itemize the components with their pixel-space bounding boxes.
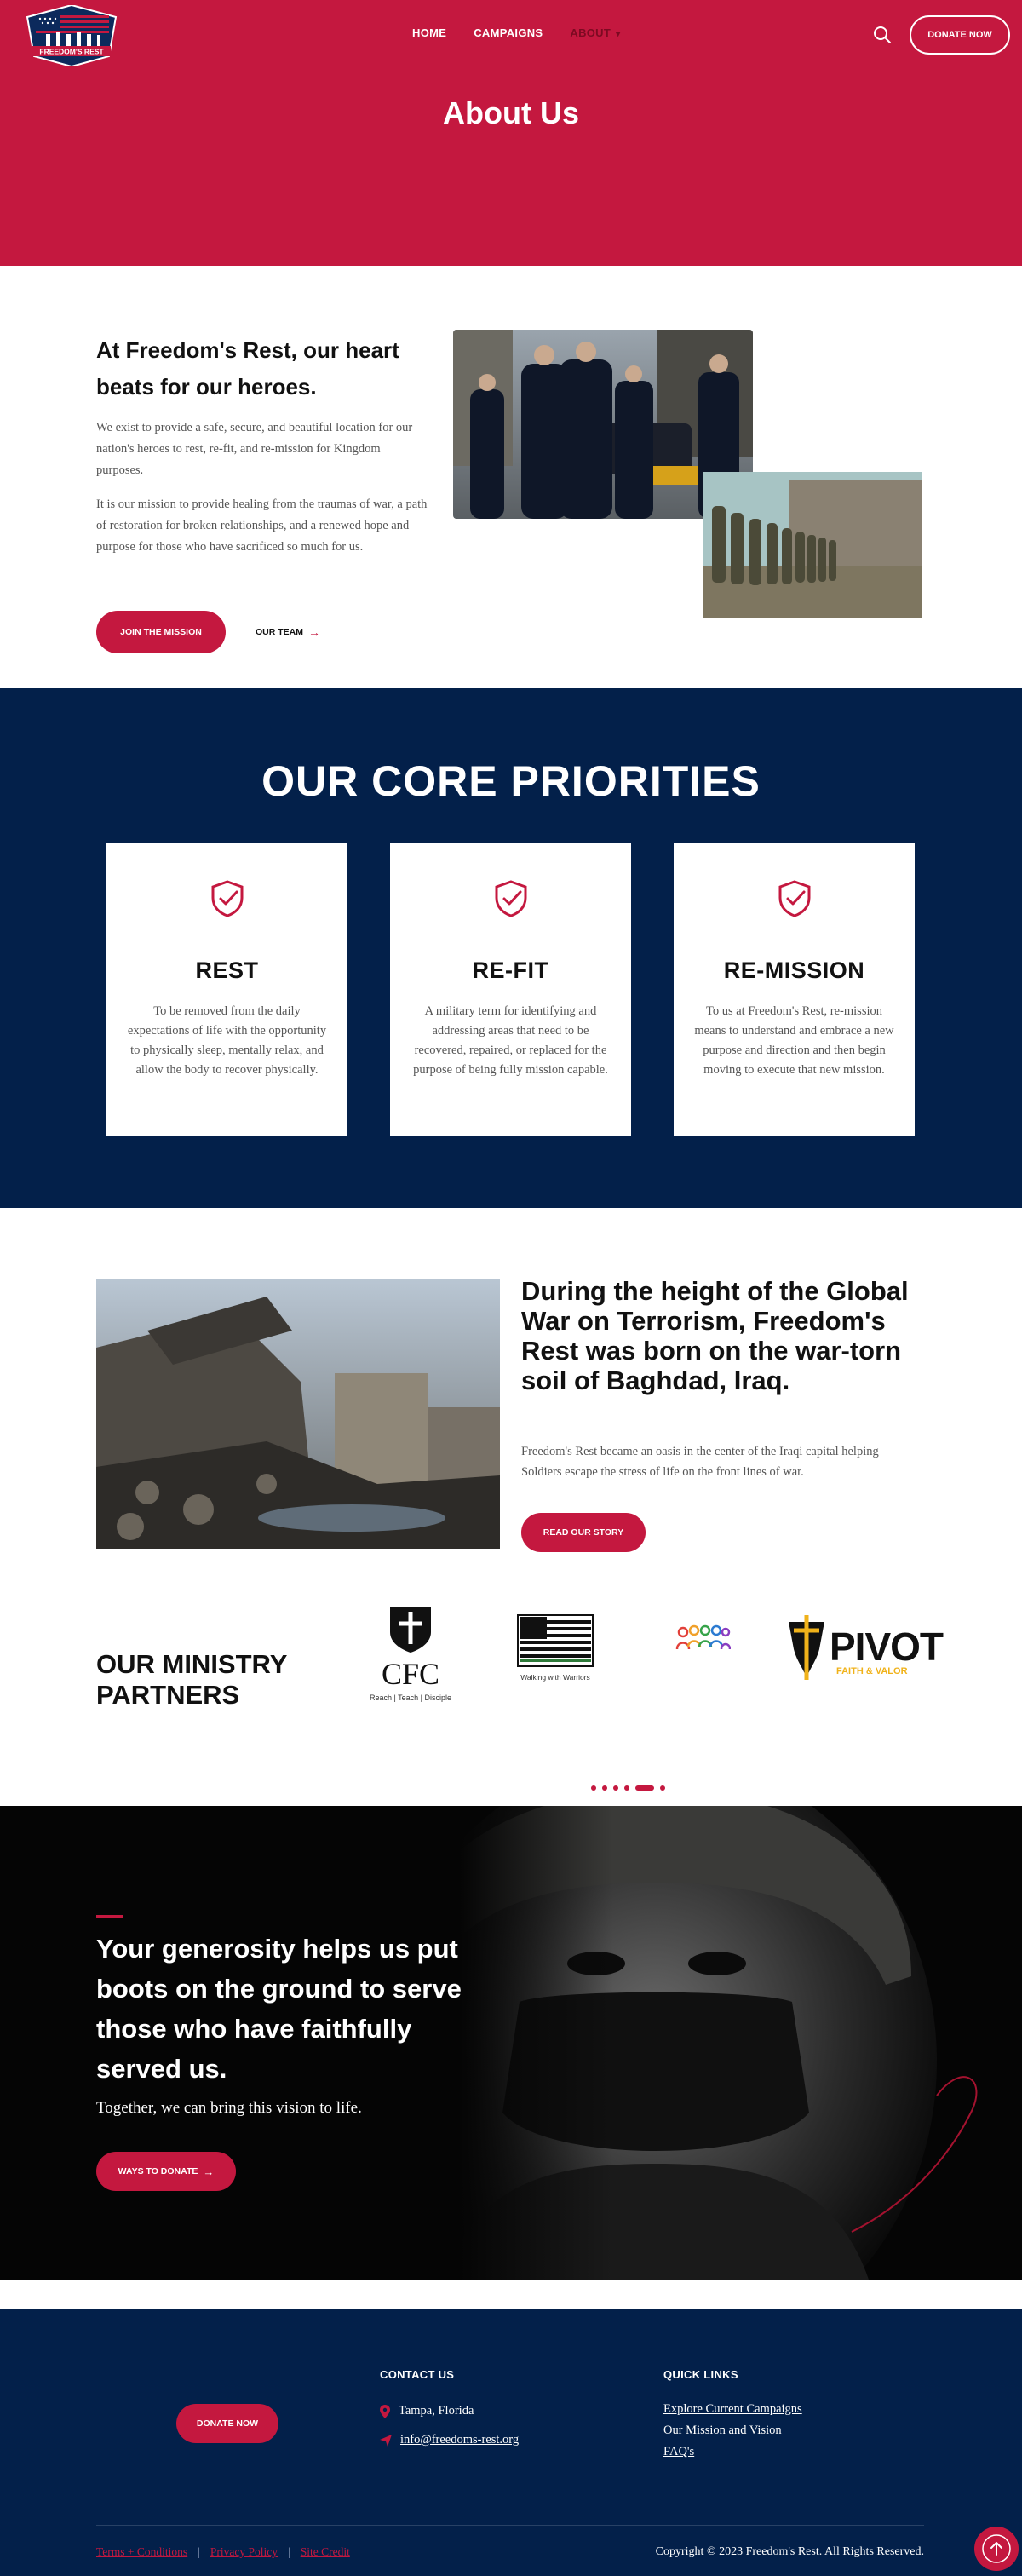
intro-section: [0, 266, 1022, 688]
nav-campaigns[interactable]: CAMPAIGNS: [474, 26, 543, 39]
contact-location: [380, 2404, 474, 2418]
pivot-logo-text: PIVOT: [830, 1624, 944, 1669]
partner-logo-cfc[interactable]: [358, 1603, 463, 1705]
story-section: [0, 1208, 1022, 1564]
priority-card-refit: [390, 843, 631, 1136]
priority-card-remission: [674, 843, 915, 1136]
copyright-text: Copyright © 2023 Freedom's Rest. All Rights Reserved.: [655, 2545, 924, 2558]
separator: |: [198, 2545, 200, 2558]
intro-paragraph-2: It is our mission to provide healing from the traumas of war, a path of restoration for broken relationships, and a renewed hope and purpose for those who have sacrificed so much for us.: [96, 497, 428, 554]
priority-card-title: REST: [195, 957, 259, 983]
cfc-tagline: Reach | Teach | Disciple: [369, 1693, 452, 1702]
quick-link-mission[interactable]: Our Mission and Vision: [663, 2424, 782, 2437]
priority-card-title: RE-MISSION: [723, 957, 865, 983]
our-team-label: OUR TEAM: [256, 627, 303, 637]
banner-subtext: Together, we can bring this vision to life.: [96, 2099, 362, 2117]
ways-to-donate-button[interactable]: [96, 2152, 236, 2191]
core-priorities-section: [0, 688, 1022, 1208]
carousel-dot[interactable]: [591, 1785, 596, 1791]
carousel-pagination: [591, 1785, 665, 1791]
search-icon[interactable]: [873, 26, 892, 44]
scroll-to-top-button[interactable]: [974, 2527, 1019, 2571]
priority-card-rest: [106, 843, 347, 1136]
legal-links: [96, 2545, 350, 2559]
story-text: Freedom's Rest became an oasis in the center of the Iraqi capital helping Soldiers escape the stress of life on the front lines of war.: [521, 1445, 879, 1479]
donate-now-button[interactable]: DONATE NOW: [910, 15, 1010, 55]
location-text: Tampa, Florida: [399, 2404, 474, 2418]
arrow-up-icon: [981, 2533, 1012, 2564]
separator: |: [288, 2545, 290, 2558]
shield-check-icon: [777, 879, 812, 918]
priority-card-text: To be removed from the daily expectations of life with the opportunity to physically sleep, mentally relax, and allow the body to recover physically.: [127, 1004, 327, 1077]
shield-check-icon: [493, 879, 529, 918]
partners-section: [0, 1564, 1022, 1806]
join-mission-button[interactable]: JOIN THE MISSION: [96, 611, 226, 653]
nav-menu: [412, 26, 620, 39]
ways-to-donate-label: WAYS TO DONATE: [118, 2166, 198, 2176]
terms-link[interactable]: Terms + Conditions: [96, 2545, 188, 2558]
read-story-button[interactable]: READ OUR STORY: [521, 1513, 646, 1552]
site-footer: [0, 2309, 1022, 2576]
cfc-logo-text: CFC: [381, 1657, 440, 1691]
section-spacer: [0, 2280, 1022, 2309]
quick-link-campaigns[interactable]: Explore Current Campaigns: [663, 2402, 802, 2416]
war-rubble-photo: [96, 1279, 500, 1549]
svg-text:FREEDOM'S REST: FREEDOM'S REST: [39, 47, 104, 56]
carousel-dot[interactable]: [624, 1785, 629, 1791]
carousel-dot[interactable]: [602, 1785, 607, 1791]
partners-heading: OUR MINISTRY PARTNERS: [96, 1649, 287, 1710]
hero-header: [0, 0, 1022, 266]
partner-logo-community[interactable]: [675, 1624, 731, 1658]
carousel-dot-active[interactable]: [635, 1785, 654, 1791]
accent-rule: [96, 1915, 123, 1918]
send-icon: [380, 2435, 392, 2447]
contact-title: CONTACT US: [380, 2368, 455, 2381]
page-title: About Us: [443, 95, 579, 130]
carousel-dot[interactable]: [660, 1785, 665, 1791]
priority-card-title: RE-FIT: [472, 957, 549, 983]
arrow-right-icon: →: [203, 2165, 215, 2178]
core-priorities-title: OUR CORE PRIORITIES: [261, 757, 761, 805]
quick-link-faq[interactable]: FAQ's: [663, 2445, 695, 2458]
priority-card-text: A military term for identifying and addressing areas that need to be recovered, repaired, or replaced for the purpose of being fully mission capable.: [413, 1004, 608, 1077]
partner-logo-pivot[interactable]: [777, 1612, 944, 1683]
nav-home[interactable]: HOME: [412, 26, 447, 39]
nav-about[interactable]: [570, 26, 620, 39]
wwf-logo-text: Walking with Warriors: [520, 1673, 590, 1682]
arrow-right-icon: →: [308, 625, 320, 639]
nav-about-label: ABOUT: [570, 26, 611, 39]
pivot-tagline: FAITH & VALOR: [836, 1666, 908, 1676]
story-heading: During the height of the Global War on Terrorism, Freedom's Rest was born on the war-torn soil of Baghdad, Iraq.: [521, 1276, 909, 1395]
site-credit-link[interactable]: Site Credit: [300, 2545, 350, 2558]
partner-logo-walking-with-warriors[interactable]: [514, 1612, 596, 1688]
map-pin-icon: [380, 2405, 390, 2418]
quick-links-title: QUICK LINKS: [663, 2368, 738, 2381]
intro-paragraph-1: We exist to provide a safe, secure, and beautiful location for our nation's heroes to rest, re-fit, and re-mission for Kingdom purposes.: [96, 421, 413, 477]
contact-email[interactable]: [380, 2433, 519, 2447]
email-link[interactable]: info@freedoms-rest.org: [400, 2433, 520, 2447]
privacy-link[interactable]: Privacy Policy: [210, 2545, 278, 2558]
priority-card-text: To us at Freedom's Rest, re-mission means to understand and embrace a new purpose and direction and then begin moving to execute that new mission.: [694, 1004, 894, 1077]
shield-check-icon: [210, 879, 245, 918]
banner-heading: Your generosity helps us put boots on the ground to serve those who have faithfully served us.: [96, 1934, 462, 2084]
site-logo[interactable]: [24, 5, 119, 66]
footer-divider: [96, 2525, 924, 2526]
donate-banner: [0, 1806, 1022, 2280]
top-nav: [0, 0, 1022, 68]
our-team-link[interactable]: [256, 625, 320, 639]
chevron-down-icon: ▾: [616, 30, 621, 39]
footer-donate-button[interactable]: DONATE NOW: [176, 2404, 278, 2443]
soldiers-lineup-photo: [703, 472, 922, 618]
intro-heading: At Freedom's Rest, our heart beats for our heroes.: [96, 337, 399, 400]
carousel-dot[interactable]: [613, 1785, 618, 1791]
